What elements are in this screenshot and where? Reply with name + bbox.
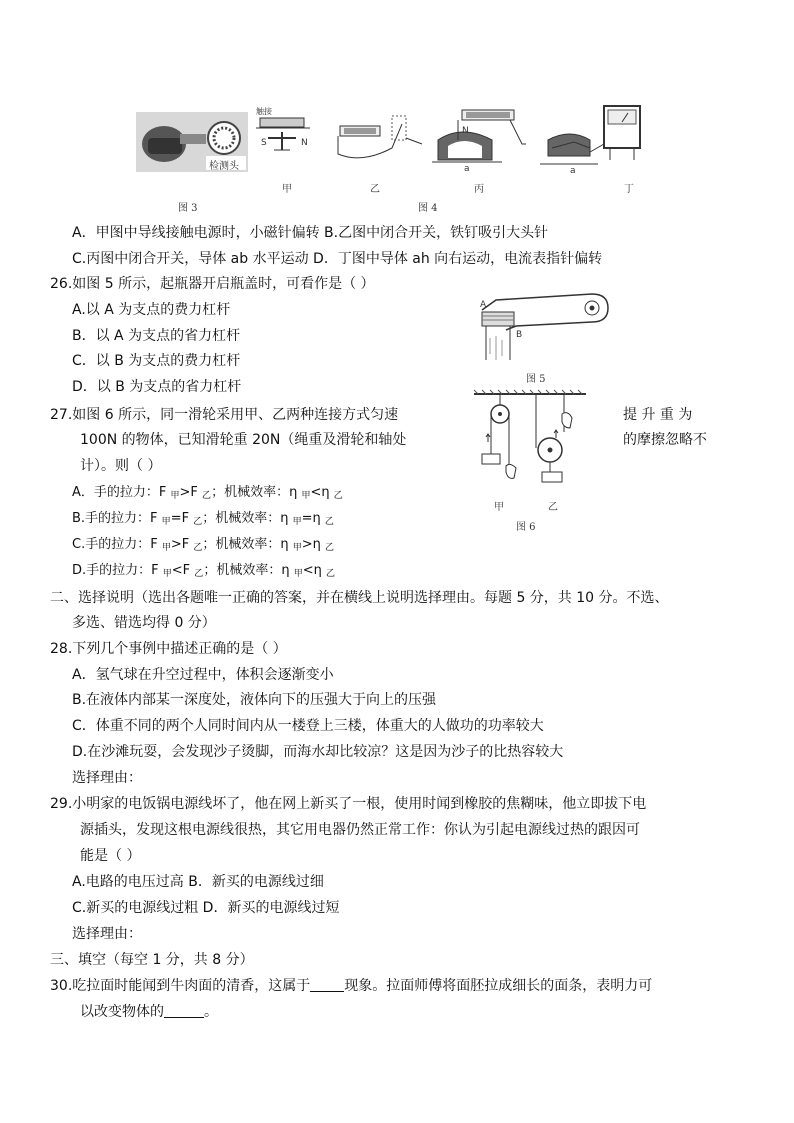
q27-line2-left: 100N 的物体，已知滑轮重 20N（绳重及滑轮和轴处 [80,432,407,448]
q29-options-ab: A.电路的电压过高 B．新买的电源线过细 [72,874,324,890]
q30-blank-2[interactable] [164,1003,204,1018]
q27-c-mid2: ；机械效率：η [202,537,293,552]
q27-c-pre: C.手的拉力：F [72,537,162,552]
fig4-caption: 图 4 [418,203,438,214]
q28-reason-label: 选择理由： [72,770,142,786]
q27-d-sub2: 乙 [194,569,204,579]
q27-b-mid3: =η [301,511,325,526]
q27-stem-right: 提 升 重 为 [623,407,693,423]
q25-options-line-1: A．甲图中导线接触电源时，小磁针偏转 B.乙图中闭合开关，铁钉吸引大头针 [72,225,549,241]
q28-option-a: A．氢气球在升空过程中，体积会逐渐变小 [72,667,334,683]
fig3-caption: 图 3 [178,203,198,214]
section2-heading-line1: 二、选择说明（选出各题唯一正确的答案，并在横线上说明选择理由。每题 5 分，共 10 分。不选、 [50,590,669,606]
q26-option-d: D．以 B 为支点的省力杠杆 [72,379,242,395]
q27-d-pre: D.手的拉力：F [72,563,163,578]
q27-option-a [72,483,343,506]
q27-d-sub4: 乙 [325,569,335,579]
q27-line2-right: 的摩擦忽略不 [623,432,707,448]
q30-line2 [80,1002,218,1022]
fig4-label-bing: 丙 [474,184,484,195]
fig3-probe-label: 检测头 [209,161,239,172]
q28-option-b: B.在液体内部某一深度处，液体向下的压强大于向上的压强 [72,692,437,708]
fig5-b-label: B [516,330,523,340]
q30-blank-1[interactable] [310,977,344,992]
q27-a-pre: A．手的拉力：F [72,485,171,500]
q27-d-mid: <F [171,563,195,578]
q27-option-c [72,535,334,558]
q26-option-b: B．以 A 为支点的省力杠杆 [72,328,241,344]
fig4-label-jia: 甲 [282,184,292,195]
q27-a-sub2: 乙 [202,491,212,501]
electromagnetism-experiments [252,104,652,194]
q28-option-c: C．体重不同的两个人同时间内从一楼登上三楼，体重大的人做功的功率较大 [72,718,544,734]
q30-line2-b: 。 [204,1004,218,1020]
q30-line1-b: 现象。拉面师傅将面胚拉成细长的面条，表明力可 [344,978,653,994]
section3-heading: 三、填空（每空 1 分，共 8 分） [50,952,254,968]
q27-a-mid3: <η [310,485,334,500]
figure-4 [252,104,652,194]
q27-c-mid3: >η [301,537,326,552]
q27-d-sub1: 甲 [162,569,172,579]
q30-line1-a: 30.吃拉面时能闻到牛肉面的清香，这属于 [50,978,311,994]
q27-a-sub1: 甲 [170,491,180,501]
fig4-n-label: N [301,138,308,148]
q27-d-mid2: ；机械效率：η [203,563,294,578]
fig5-caption: 图 5 [526,374,546,385]
q27-b-sub2: 乙 [193,517,203,527]
q27-d-mid3: <η [302,563,326,578]
q27-c-sub1: 甲 [161,543,171,553]
q28-option-d: D.在沙滩玩耍，会发现沙子烫脚，而海水却比较凉？这是因为沙子的比热容较大 [72,744,564,760]
fig5-a-label: A [480,300,487,310]
q27-a-sub3: 甲 [301,491,311,501]
fig4-touch-label: 触接 [256,107,272,116]
q27-option-b [72,509,334,532]
q27-line3: 计）。则（ ） [80,458,162,474]
q29-options-cd: C.新买的电源线过粗 D．新买的电源线过短 [72,900,340,916]
fig4-n2-label: N [462,126,469,136]
bottle-opener-illustration [476,290,616,362]
fig6-caption: 图 6 [516,522,536,533]
q25-options-line-2: C.丙图中闭合开关，导体 ab 水平运动 D．丁图中导体 ah 向右运动，电流表指针偏转 [72,251,603,267]
q27-c-sub3: 甲 [292,543,302,553]
q26-option-c: C．以 B 为支点的费力杠杆 [72,353,241,369]
q27-c-sub4: 乙 [325,543,335,553]
fig4-label-ding: 丁 [624,184,634,195]
fig6-yi-label: 乙 [548,502,558,513]
figure-5 [476,290,616,362]
q27-stem-left: 27.如图 6 所示，同一滑轮采用甲、乙两种连接方式匀速 [50,407,399,423]
figure-6 [470,392,590,513]
q29-stem-line2: 源插头，发现这根电源线很热，其它用电器仍然正常工作：你认为引起电源线过热的跟因可 [80,822,640,838]
q27-d-sub3: 甲 [293,569,303,579]
fig4-label-yi: 乙 [370,184,380,195]
q30-line2-a: 以改变物体的 [80,1004,164,1020]
q30-line1 [50,976,652,996]
q27-b-mid: =F [170,511,194,526]
q27-a-mid2: ；机械效率：η [211,485,302,500]
q27-b-sub4: 乙 [324,517,334,527]
q29-reason-label: 选择理由： [72,926,142,942]
q29-stem-line3: 能是（ ） [80,848,141,864]
q27-b-pre: B.手的拉力：F [72,511,162,526]
fig4-s-label: S [261,138,267,148]
q27-b-sub3: 甲 [292,517,302,527]
q27-b-sub1: 甲 [161,517,171,527]
section2-heading-line2: 多选、错选均得 0 分） [72,615,216,631]
figure-3 [136,112,248,172]
q28-stem: 28.下列几个事例中描述正确的是（ ） [50,641,287,657]
q27-a-mid: >F [179,485,203,500]
q27-c-sub2: 乙 [193,543,203,553]
q26-option-a: A.以 A 为支点的费力杠杆 [72,302,231,318]
fig4-a2-label: a [570,166,576,176]
fig6-jia-label: 甲 [494,502,504,513]
q27-a-sub4: 乙 [333,491,343,501]
q27-b-mid2: ；机械效率：η [202,511,293,526]
pulley-illustration [470,392,590,502]
fig4-a1-label: a [464,164,470,174]
q27-option-d [72,561,335,584]
q26-stem: 26.如图 5 所示，起瓶器开启瓶盖时，可看作是（ ） [50,276,375,292]
q29-stem-line1: 29.小明家的电饭锅电源线坏了，他在网上新买了一根，使用时闻到橡胶的焦糊味，他立即拔下电 [50,796,647,812]
q27-c-mid: >F [170,537,194,552]
